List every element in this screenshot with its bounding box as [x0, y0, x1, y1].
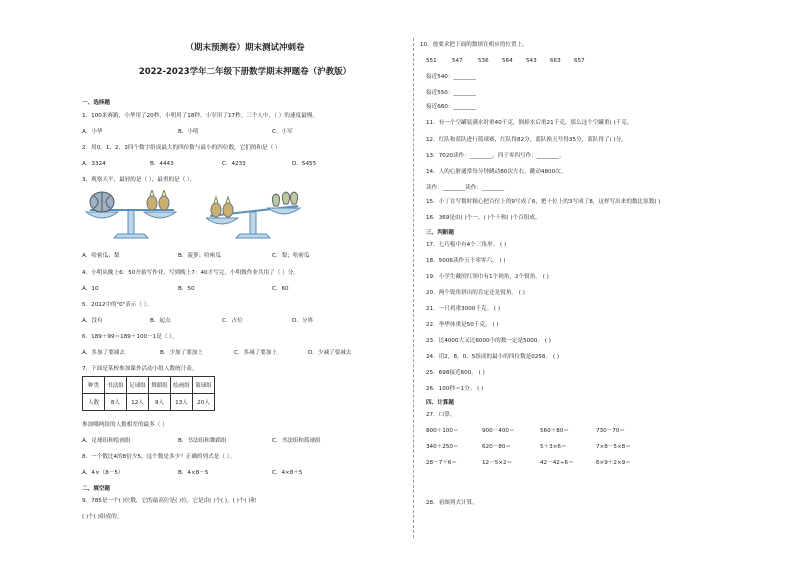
section-judge-heading: 三、判断题	[426, 230, 454, 236]
question-14: 14．人的心脏通常每分钟跳动80次左右，跳动4800次。	[426, 169, 567, 175]
question-16: 16．369是由( )个一，( )个十和( )个百组成。	[426, 215, 541, 221]
question-27: 27．口算。	[426, 412, 456, 418]
q6-option-b: B．少加了要加上	[160, 350, 203, 356]
question-3: 3．观察天平，最轻的是（ ），最重的是（ ）。	[82, 177, 196, 183]
judge-question: 19．小学生戴的红领巾有1个钝角，2个锐角。 ( )	[426, 274, 549, 280]
question-4: 4．小明从晚上6：50开始写作业，写到晚上7：40才写完，小明做作业共用了（ ）分。	[82, 270, 299, 276]
table-cell: 足球组	[127, 377, 149, 394]
question-7: 7．下面是某校参加课外活动小组人数统计表。	[82, 366, 198, 372]
exam-title: （期末预测卷）期末测试冲刺卷	[185, 43, 305, 53]
q3-option-c: C．梨；哈密瓜	[272, 253, 310, 259]
q10-number: 657	[574, 58, 585, 64]
q1-option-c: C．小军	[272, 129, 293, 135]
q4-option-a: A．10	[82, 286, 99, 292]
judge-question: 20．两个锐角拼出的肯定还是锐角。 ( )	[426, 290, 525, 296]
question-11: 11．有一个空罐装满水时重40千克，倒掉水后重21千克，那么这个空罐重( )千克。	[426, 120, 633, 126]
q3-option-a: A．哈密瓜；梨	[82, 253, 120, 259]
q2-option-a: A．3324	[82, 161, 106, 167]
calc-item: 12－5×2＝	[482, 460, 513, 466]
q10-number: 536	[478, 58, 489, 64]
table-cell: 舞蹈组	[149, 377, 171, 394]
balance-scale-right	[206, 190, 306, 244]
question-12: 12．红队和蓝队进行篮球赛，红队得82分，蓝队换五号得35分，蓝队得了( )分。	[426, 137, 627, 143]
q6-option-a: A．多加了要减去	[82, 350, 125, 356]
question-13: 13．7020读作：________，四千零四写作：________。	[426, 153, 565, 159]
q2-option-d: D．5455	[292, 161, 317, 167]
question-9: 9．785是一个( )位数，它的最高位是( )位，它是由( )个( )，( )个( )和	[82, 498, 257, 504]
section-fill-heading: 二、填空题	[82, 486, 110, 492]
q3-option-b: B．菠萝；哈密瓜	[178, 253, 221, 259]
judge-question: 26．100秒＝1分。 ( )	[426, 386, 484, 392]
q10-number: 551	[426, 58, 437, 64]
pineapple-icon	[147, 190, 169, 210]
table-row	[83, 394, 215, 411]
table-cell: 绘画组	[171, 377, 193, 394]
judge-question: 25．698接近600。 ( )	[426, 370, 485, 376]
table-cell: 8人	[105, 394, 127, 411]
calc-item: 800＋100＝	[426, 428, 459, 434]
calc-item: 7×8－5×8＝	[596, 444, 631, 450]
q4-option-c: C．60	[272, 286, 289, 292]
question-1: 1．100米赛跑，小华用了20秒，小明用了18秒，小军用了17秒。三个人中，（ ）的速度最慢。	[82, 113, 318, 119]
calc-item: 42－42÷6＝	[540, 460, 574, 466]
q7-option-b: B．书法组和舞蹈组	[178, 438, 227, 444]
q10-blank-660: 接近660：________	[426, 104, 476, 110]
q10-number: 547	[452, 58, 463, 64]
q7-option-a: A．足球组和绘画组	[82, 438, 131, 444]
question-6: 6．189＋99＝189＋100－1是（ ）。	[82, 334, 178, 340]
q5-option-d: D．分界	[292, 318, 314, 324]
question-2: 2．用0、1、2、3四个数字组成最大的四位数与最小的四位数，它们的和是（ ）	[82, 145, 281, 151]
q7-option-c: C．书法组和篮球组	[272, 438, 321, 444]
section-calc-heading: 四、计算题	[426, 400, 454, 406]
q5-option-b: B．起点	[150, 318, 171, 324]
calc-item: 730－70＝	[596, 428, 625, 434]
question-9-cont: ( )个( )组成的。	[82, 514, 123, 520]
question-14-answers: 读作：________读作：________	[426, 185, 505, 191]
judge-question: 21．一只鸡重3000千克。 ( )	[426, 306, 501, 312]
q10-blank-540: 接近540：________	[426, 74, 476, 80]
section-choice-heading: 一、选择题	[82, 100, 110, 106]
q2-option-b: B．4443	[150, 161, 174, 167]
question-28: 28．看图列式计算。	[426, 500, 478, 506]
q4-option-b: B．50	[178, 286, 195, 292]
table-cell: 20人	[193, 394, 215, 411]
question-8: 8．一个数比4的8倍少5，这个数是多少？正确的列式是（ ）。	[82, 454, 236, 460]
calc-item: 620－80＝	[482, 444, 511, 450]
q8-option-a: A．4×（8－5）	[82, 470, 124, 476]
q6-option-c: C．多减了要加上	[234, 350, 278, 356]
column-divider	[413, 38, 414, 538]
judge-question: 23．比4000大又比6000小的数一定是5000。 ( )	[426, 338, 551, 344]
q10-blank-550: 接近550：________	[426, 90, 476, 96]
table-cell: 12人	[127, 394, 149, 411]
question-15: 15．小丁在写数时粗心把百位上的9写成了6，把十位上的3写成了8，这样写出来的数比原数( )	[426, 199, 661, 205]
table-cell: 13人	[171, 394, 193, 411]
question-7-sub: 参加哪两组的人数相差的最多（ ）	[82, 422, 168, 428]
q8-option-c: C．4×8＋5	[272, 470, 303, 476]
balance-scale-icon	[86, 210, 176, 238]
balance-scale-left	[84, 190, 184, 244]
q10-number: 543	[526, 58, 537, 64]
calc-item: 340＋250＝	[426, 444, 459, 450]
calc-item: 560＋80＝	[540, 428, 569, 434]
q5-option-a: A．没有	[82, 318, 103, 324]
q1-option-a: A．小华	[82, 129, 103, 135]
calc-item: 6×9＋2×9＝	[596, 460, 631, 466]
judge-question: 17．七巧板中有4个三角形。 ( )	[426, 242, 507, 248]
question-5: 5．2012中的"0"表示（ ）。	[82, 302, 153, 308]
q10-number: 663	[550, 58, 561, 64]
table-cell: 人数	[83, 394, 105, 411]
question-10: 10．按要求把下面的数填在相应的位置上。	[420, 42, 528, 48]
judge-question: 22．李华体重是50千克。 ( )	[426, 322, 499, 328]
table-cell: 篮球组	[193, 377, 215, 394]
pear-icon	[272, 192, 297, 206]
exam-subtitle: 2022-2023学年二年级下册数学期末押题卷（沪教版）	[138, 67, 352, 77]
table-cell: 9人	[149, 394, 171, 411]
table-cell: 种类	[83, 377, 105, 394]
judge-question: 18．5006读作五千零零六。 ( )	[426, 258, 506, 264]
q1-option-b: B．小明	[178, 129, 199, 135]
q6-option-d: D．少减了要减去	[308, 350, 352, 356]
calc-item: 900－400＝	[482, 428, 515, 434]
q8-option-b: B．4×8－5	[178, 470, 209, 476]
activity-table	[82, 376, 215, 411]
calc-item: 5＋3×6＝	[540, 444, 567, 450]
q10-number: 564	[502, 58, 513, 64]
calc-item: 28－7＋6＝	[426, 460, 458, 466]
judge-question: 24．用2，8，0，5组成的最小的四位数是0258。 ( )	[426, 354, 560, 360]
q5-option-c: C．占位	[222, 318, 243, 324]
q2-option-c: C．4233	[222, 161, 246, 167]
table-header-row	[83, 377, 215, 394]
table-cell: 书法组	[105, 377, 127, 394]
